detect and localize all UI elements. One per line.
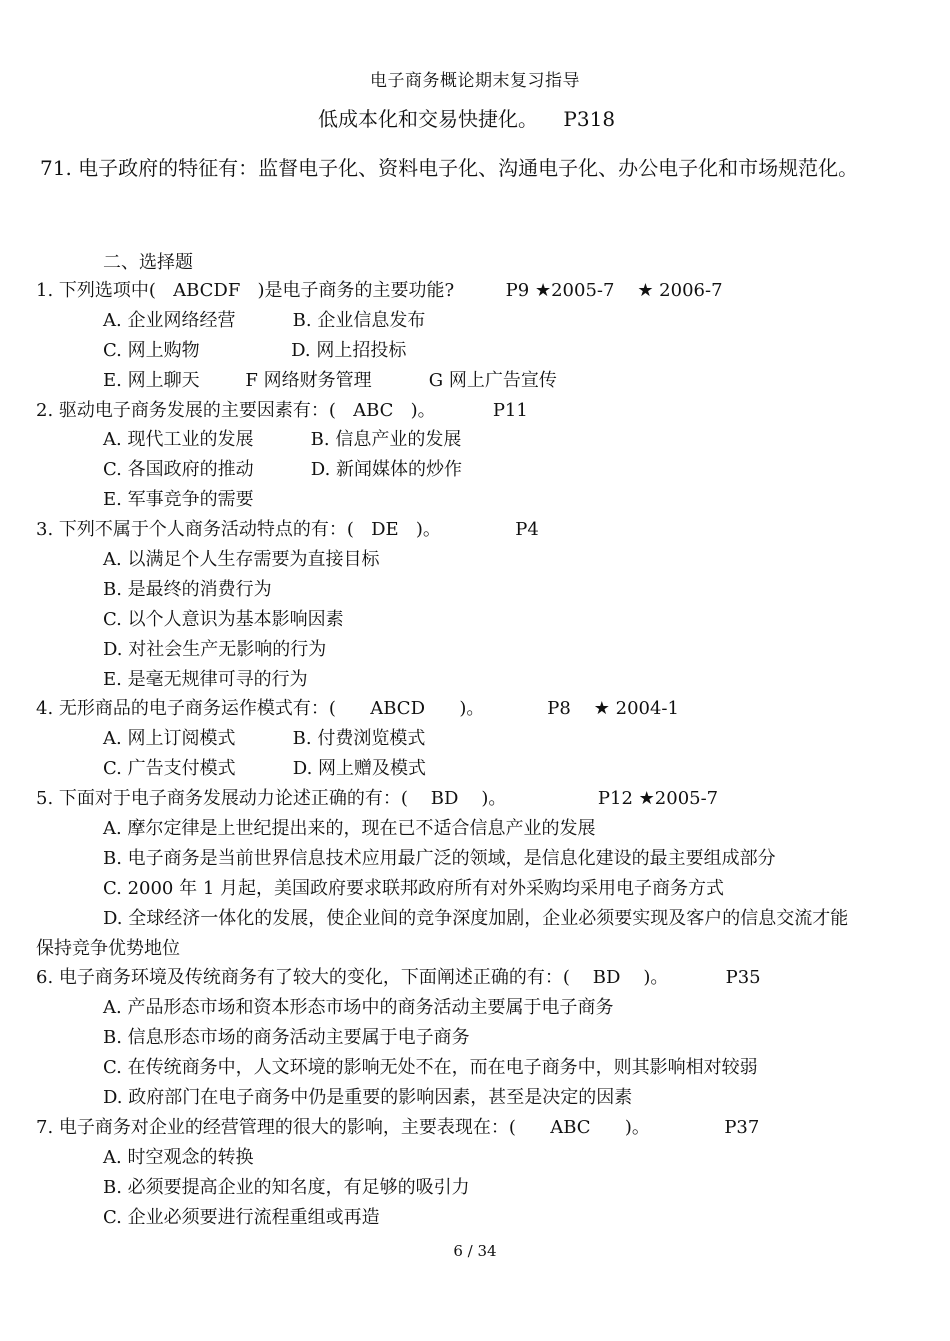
document-title: 电子商务概论期末复习指导 [370,71,580,91]
option-row: A. 摩尔定律是上世纪提出来的，现在已不适合信息产业的发展 [103,818,596,840]
question-stem-6: 6. 电子商务环境及传统商务有了较大的变化，下面阐述正确的有：( BD )。 P35 [36,967,761,989]
question-stem-3: 3. 下列不属于个人商务活动特点的有：( DE )。 P4 [36,519,539,541]
option-row: C. 广告支付模式 D. 网上赠及模式 [103,758,427,780]
option-row: A. 产品形态市场和资本形态市场中的商务活动主要属于电子商务 [103,997,614,1019]
option-row: E. 军事竞争的需要 [103,489,254,511]
continuation-line: 低成本化和交易快捷化。 P318 [318,107,616,131]
option-row: D. 对社会生产无影响的行为 [103,638,327,660]
option-row: A. 现代工业的发展 B. 信息产业的发展 [103,429,462,451]
option-row-continuation: 保持竞争优势地位 [36,937,180,959]
question-stem-2: 2. 驱动电子商务发展的主要因素有：( ABC )。 P11 [36,399,528,421]
question-stem-4: 4. 无形商品的电子商务运作模式有：( ABCD )。 P8 ★ 2004-1 [36,698,679,720]
option-row: A. 以满足个人生存需要为直接目标 [103,549,380,571]
option-row: C. 网上购物 D. 网上招投标 [103,339,407,361]
question-stem-5: 5. 下面对于电子商务发展动力论述正确的有：( BD )。 P12 ★2005-7 [36,788,719,810]
question-stem-7: 7. 电子商务对企业的经营管理的很大的影响，主要表现在：( ABC )。 P37 [36,1116,760,1138]
option-row: D. 政府部门在电子商务中仍是重要的影响因素，甚至是决定的因素 [103,1087,633,1109]
option-row: A. 企业网络经营 B. 企业信息发布 [103,309,426,331]
page-number: 6 / 34 [453,1242,497,1260]
option-row: C. 以个人意识为基本影响因素 [103,608,344,630]
option-row: C. 2000 年 1 月起，美国政府要求联邦政府所有对外采购均采用电子商务方式 [103,877,724,899]
option-row: B. 电子商务是当前世界信息技术应用最广泛的领域，是信息化建设的最主要组成部分 [103,847,776,869]
option-row: A. 时空观念的转换 [103,1146,254,1168]
item-71: 71. 电子政府的特征有：监督电子化、资料电子化、沟通电子化、办公电子化和市场规范化。 [40,156,859,180]
option-row: C. 企业必须要进行流程重组或再造 [103,1206,380,1228]
question-stem-1: 1. 下列选项中( ABCDF )是电子商务的主要功能? P9 ★2005-7 ★ 2006-7 [36,280,723,301]
option-row: C. 各国政府的推动 D. 新闻媒体的炒作 [103,459,463,481]
questions-block [36,276,916,1233]
option-row: B. 信息形态市场的商务活动主要属于电子商务 [103,1027,470,1049]
option-row: C. 在传统商务中，人文环境的影响无处不在，而在电子商务中，则其影响相对较弱 [103,1057,758,1079]
option-row: E. 是毫无规律可寻的行为 [103,668,308,690]
option-row: A. 网上订阅模式 B. 付费浏览模式 [103,728,426,750]
option-row: E. 网上聊天 F 网络财务管理 G 网上广告宣传 [103,369,557,391]
option-row-wrapped: D. 全球经济一体化的发展，使企业间的竞争深度加剧，企业必须要实现及客户的信息交流才能 [103,907,849,929]
section-title: 二、选择题 [103,252,193,273]
option-row: B. 是最终的消费行为 [103,578,272,600]
option-row: B. 必须要提高企业的知名度，有足够的吸引力 [103,1176,470,1198]
